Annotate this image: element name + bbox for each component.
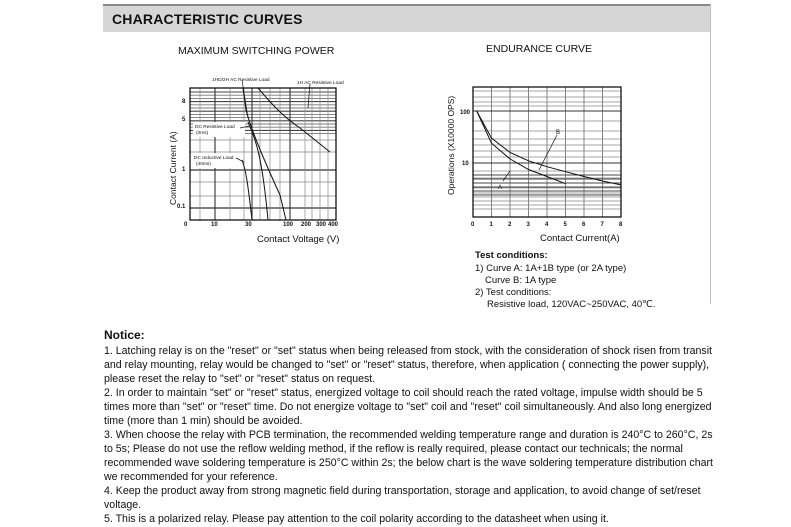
notice-item: 2. In order to maintain "set" or "reset" status, energized voltage to coil should reach the rated voltage, impulse width should be 5 times more than "set" or "reset" time. Do not energize voltage to "set" coil and "reset" coil simultaneously. And also long energized time (more than 1 min) should be avoided. (104, 387, 712, 427)
ec-y-axis-label: Operations (X10000 OPS) (446, 95, 456, 195)
sp-x-tick: 10 (211, 222, 218, 228)
sp-x-axis-label: Contact Voltage (V) (257, 234, 340, 245)
sp-label-1h: 1H AC Resistive Load (297, 81, 344, 86)
ec-y-tick: 10 (462, 161, 469, 167)
section-title: CHARACTERISTIC CURVES (112, 11, 303, 27)
ec-x-axis-label: Contact Current(A) (540, 233, 620, 244)
sp-y-tick: 8 (182, 99, 186, 105)
ec-x-tick: 2 (508, 222, 512, 228)
test-conditions-line: Resistive load, 120VAC~250VAC, 40℃. (487, 299, 656, 310)
sp-x-tick: 30 (245, 222, 252, 228)
sp-origin-label: 0 (184, 222, 188, 228)
sp-leader-1 (242, 80, 248, 118)
ec-x-tick: 6 (582, 222, 586, 228)
sp-x-tick: 300 (316, 222, 327, 228)
test-conditions-line: 2) Test conditions: (475, 287, 552, 298)
sp-label-dc-res: DC Resistive Load (195, 125, 235, 130)
notice-title: Notice: (104, 328, 145, 342)
notice-section (104, 328, 716, 526)
ec-x-tick: 0 (471, 222, 475, 228)
ec-leader-b (539, 135, 557, 170)
ec-y-tick: 100 (460, 110, 471, 116)
ec-x-tick: 4 (545, 222, 549, 228)
ec-x-tick: 7 (600, 222, 604, 228)
sp-label-dc-res-sub: (0ms) (196, 131, 209, 136)
ec-x-tick: 8 (619, 222, 623, 228)
endurance-chart-title: ENDURANCE CURVE (486, 43, 592, 55)
notice-item: 1. Latching relay is on the "reset" or "set" status when being released from stock, with the consideration of shock risen from transit and relay mounting, relay would be changed to "set" or "reset" status, therefore, when application ( connecting the power supply), please reset the relay to "set" or "reset" status on request. (104, 345, 712, 385)
section-header (103, 4, 711, 32)
sp-curve-dc-res (248, 122, 268, 220)
sp-curve-dc-ind (242, 160, 252, 220)
endurance-chart (440, 75, 640, 235)
notice-item: 5. This is a polarized relay. Please pay attention to the coil polarity according to the datasheet when using it. (104, 513, 609, 525)
sp-y-axis-label: Contact Current (A) (168, 131, 178, 205)
sp-y-tick: 5 (182, 117, 186, 123)
test-conditions-title: Test conditions: (475, 250, 548, 261)
ec-x-tick: 3 (526, 222, 530, 228)
test-conditions-line: Curve B: 1A type (485, 275, 557, 286)
switching-power-chart-title: MAXIMUM SWITCHING POWER (178, 45, 335, 57)
ec-label-a: A (498, 185, 503, 191)
sp-y-tick: 1 (182, 167, 186, 173)
sp-x-tick: 200 (301, 222, 312, 228)
sp-x-tick: 100 (283, 222, 294, 228)
ec-grid (473, 87, 621, 217)
ec-curve-b (477, 111, 621, 185)
ec-x-ticks (471, 222, 623, 228)
test-conditions-line: 1) Curve A: 1A+1B type (or 2A type) (475, 263, 627, 274)
switching-power-chart (160, 70, 350, 250)
ec-x-tick: 1 (489, 222, 493, 228)
ec-curve-a (477, 111, 566, 184)
ec-x-tick: 5 (563, 222, 567, 228)
sp-x-tick: 400 (328, 222, 339, 228)
sp-label-1hd2h: 1HD/2H AC Resistive Load (212, 78, 270, 83)
sp-curve-1h (258, 88, 330, 152)
notice-item: 4. Keep the product away from strong magnetic field during transportation, storage and application, to avoid change of set/reset voltage. (104, 485, 701, 511)
notice-item: 3. When choose the relay with PCB termination, the recommended welding temperature range and duration is 240°C to 260°C, 2s to 5s; Please do not use the reflow welding method, if the reflow is really required, please contact our technicals; the normal recommended wave soldering temperature is 250°C within 2s; the below chart is the wave soldering temperature distribution chart we recommended for your reference. (104, 429, 713, 483)
sp-label-dc-ind-sub: (40ms) (196, 162, 211, 167)
frame-divider (710, 4, 711, 304)
sp-y-tick: 0.1 (177, 204, 186, 210)
sp-label-dc-ind: DC Inductive Load (194, 156, 234, 161)
ec-label-b: B (556, 130, 561, 136)
